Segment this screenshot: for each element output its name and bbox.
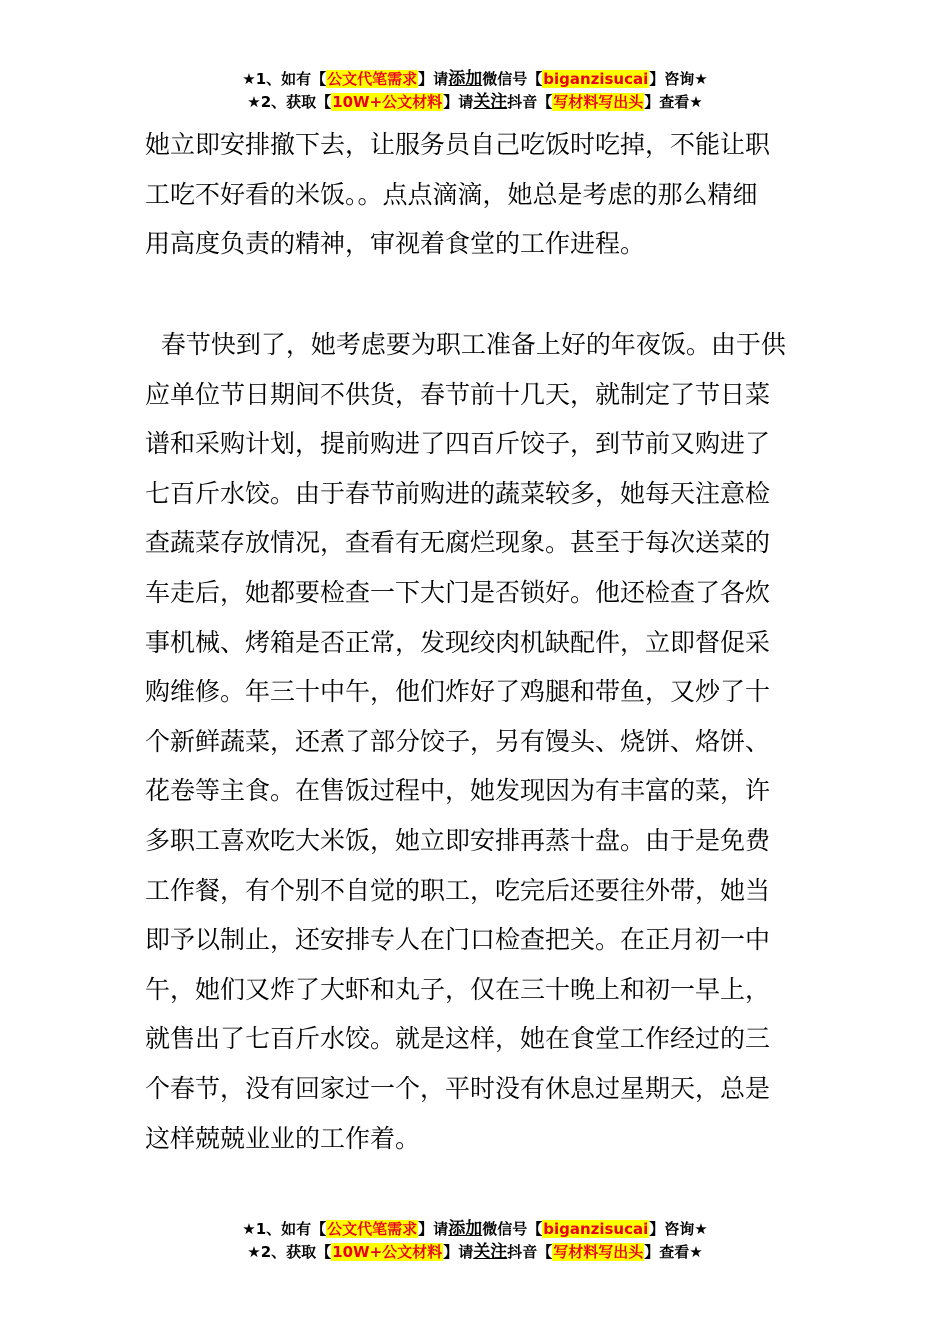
- ad-text: 微信号【: [482, 70, 543, 88]
- ad-emphasis: 关注: [473, 92, 508, 112]
- text-line: 她立即安排撤下去，让服务员自己吃饭时吃掉，不能让职: [145, 130, 771, 159]
- text-line: 查蔬菜存放情况，查看有无腐烂现象。甚至于每次送菜的: [145, 528, 771, 558]
- ad-text: ★1、如有【: [242, 1220, 327, 1238]
- text-line: 个新鲜蔬菜，还煮了部分饺子，另有馒头、烧饼、烙饼、: [145, 726, 771, 756]
- ad-emphasis: 关注: [473, 1242, 508, 1262]
- ad-highlight-materials: 10W+公文材料: [332, 93, 443, 111]
- ad-text: 】请: [418, 1220, 449, 1238]
- text-line: 多职工喜欢吃大米饭，她立即安排再蒸十盘。由于是免费: [145, 825, 771, 855]
- ad-text: ★1、如有【: [242, 70, 327, 88]
- ad-text: ★2、获取【: [247, 1243, 332, 1261]
- ad-text: 】请: [443, 93, 474, 111]
- text-line: 购维修。年三十中午，他们炸好了鸡腿和带鱼，又炒了十: [145, 677, 771, 707]
- text-line: 就售出了七百斤水饺。就是这样，她在食堂工作经过的三: [145, 1024, 771, 1054]
- paragraph-2: [145, 320, 810, 1163]
- ad-text: 】咨询★: [649, 70, 708, 88]
- header-ad-line-2: [0, 91, 950, 114]
- header-ad-line-1: [0, 68, 950, 91]
- ad-text: 】查看★: [644, 1243, 703, 1261]
- ad-text: 】咨询★: [649, 1220, 708, 1238]
- ad-highlight-service: 公文代笔需求: [327, 70, 418, 88]
- text-line: 花卷等主食。在售饭过程中，她发现因为有丰富的菜，许: [145, 776, 771, 806]
- ad-text: ★2、获取【: [247, 93, 332, 111]
- text-line: 车走后，她都要检查一下大门是否锁好。他还检查了各炊: [145, 577, 771, 607]
- text-line: 用高度负责的精神，审视着食堂的工作进程。: [145, 229, 646, 259]
- ad-highlight-materials: 10W+公文材料: [332, 1243, 443, 1261]
- text-line: 谱和采购计划，提前购进了四百斤饺子，到节前又购进了: [145, 429, 771, 459]
- ad-highlight-wechat-id: biganzisucai: [543, 70, 649, 88]
- ad-highlight-douyin: 写材料写出头: [553, 1243, 644, 1261]
- text-line: 午，她们又炸了大虾和丸子，仅在三十晚上和初一早上，: [145, 974, 771, 1004]
- text-line: 这样兢兢业业的工作着。: [145, 1123, 421, 1153]
- text-line: 工吃不好看的米饭。。点点滴滴，她总是考虑的那么精细: [145, 179, 758, 209]
- footer-ad-line-1: [0, 1218, 950, 1241]
- ad-highlight-wechat-id: biganzisucai: [543, 1220, 649, 1238]
- text-line: 即予以制止，还安排专人在门口检查把关。在正月初一中: [145, 925, 771, 955]
- text-line: 事机械、烤箱是否正常，发现绞肉机缺配件，立即督促采: [145, 627, 771, 657]
- ad-text: 】查看★: [644, 93, 703, 111]
- ad-text: 】请: [418, 70, 449, 88]
- ad-text: 】请: [443, 1243, 474, 1261]
- text-line: 春节快到了，她考虑要为职工准备上好的年夜饭。由于供: [145, 330, 786, 359]
- ad-text: 抖音【: [507, 1243, 553, 1261]
- header-ad: [0, 68, 950, 114]
- ad-text: 微信号【: [482, 1220, 543, 1238]
- ad-emphasis: 添加: [448, 1219, 483, 1239]
- text-line: 七百斤水饺。由于春节前购进的蔬菜较多，她每天注意检: [145, 478, 771, 508]
- ad-text: 抖音【: [507, 93, 553, 111]
- ad-highlight-service: 公文代笔需求: [327, 1220, 418, 1238]
- footer-ad: [0, 1218, 950, 1264]
- text-line: 个春节，没有回家过一个，平时没有休息过星期天，总是: [145, 1073, 771, 1103]
- ad-emphasis: 添加: [448, 69, 483, 89]
- text-line: 应单位节日期间不供货，春节前十几天，就制定了节日菜: [145, 379, 771, 409]
- paragraph-1: [145, 120, 810, 269]
- ad-highlight-douyin: 写材料写出头: [553, 93, 644, 111]
- footer-ad-line-2: [0, 1241, 950, 1264]
- text-line: 工作餐，有个别不自觉的职工，吃完后还要往外带，她当: [145, 875, 771, 905]
